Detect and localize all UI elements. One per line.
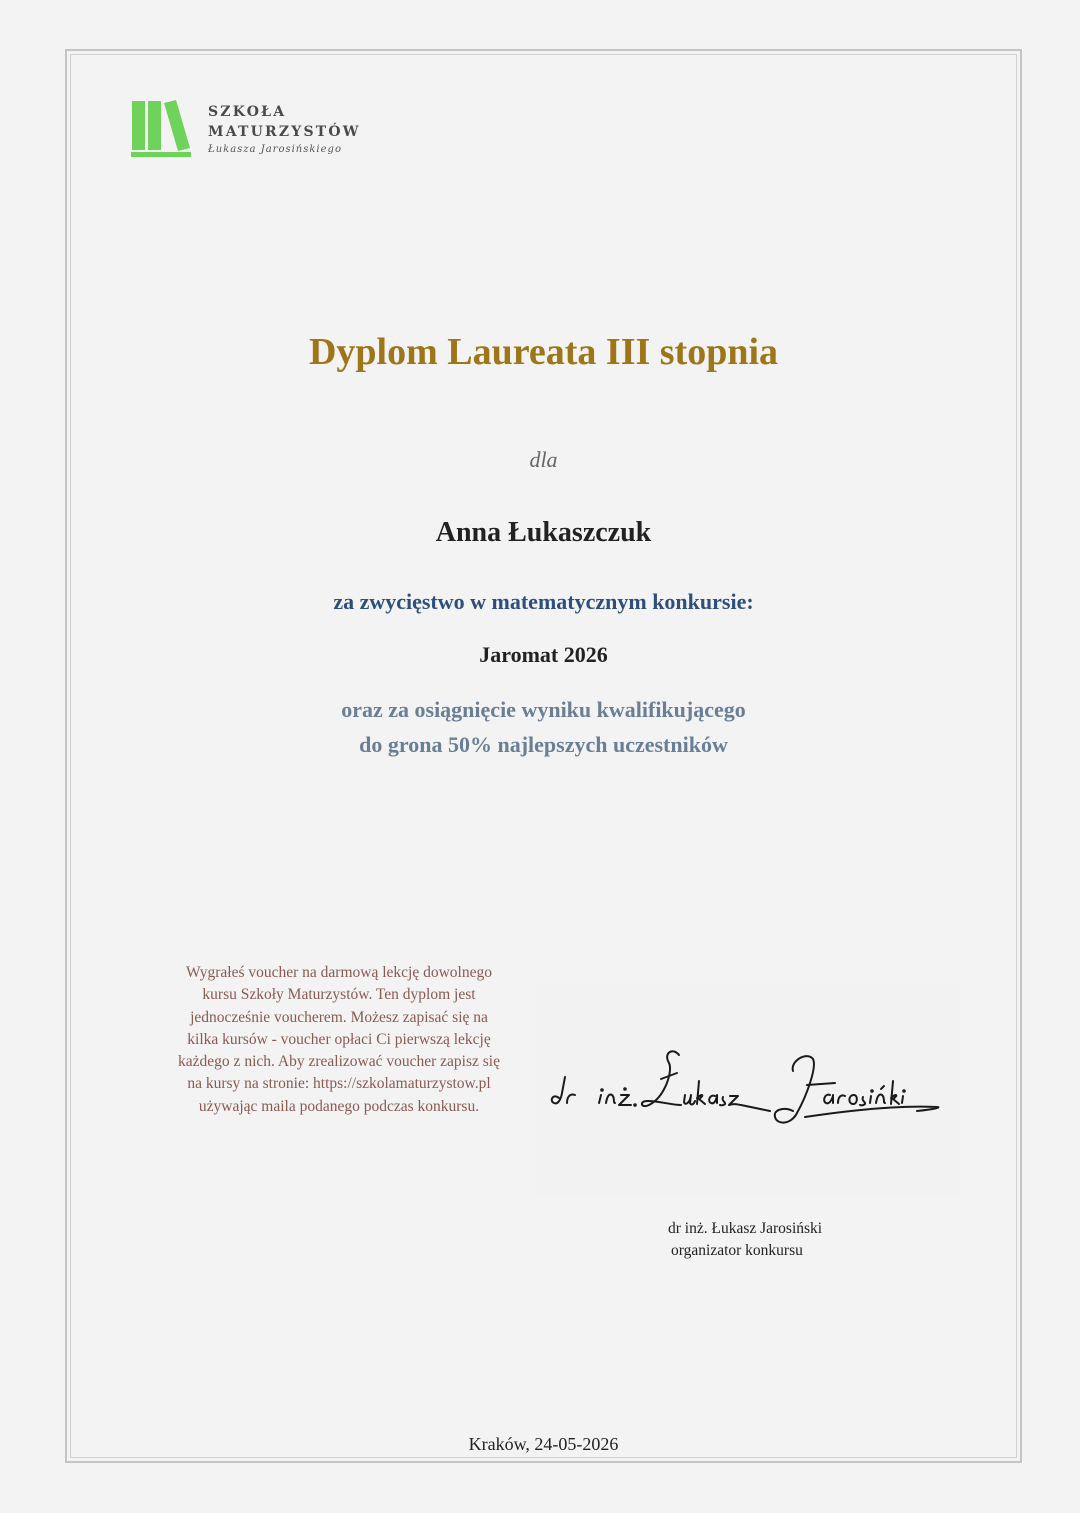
voucher-line: kursu Szkoły Maturzystów. Ten dyplom jest xyxy=(202,986,476,1004)
qualification-line-1: oraz za osiągnięcie wyniku kwalifikującego xyxy=(341,697,746,722)
qualification-text xyxy=(70,692,1017,762)
diploma-title: Dyplom Laureata III stopnia xyxy=(308,331,779,373)
logo-line-2: MATURZYSTÓW xyxy=(208,124,361,140)
voucher-line: każdego z nich. Aby zrealizować voucher zapisz się xyxy=(178,1053,500,1071)
handwritten-signature xyxy=(545,1035,955,1135)
books-logo-icon xyxy=(131,100,193,158)
recipient-name: Anna Łukaszczuk xyxy=(435,517,652,548)
voucher-line: na kursy na stronie: https://szkolamaturzystow.pl xyxy=(187,1075,491,1093)
signer-name: dr inż. Łukasz Jarosiński xyxy=(668,1220,823,1237)
award-reason: za zwycięstwo w matematycznym konkursie: xyxy=(333,589,754,614)
contest-name: Jaromat 2026 xyxy=(479,642,608,667)
logo-line-1: SZKOŁA xyxy=(208,104,287,120)
place-date: Kraków, 24-05-2026 xyxy=(468,1434,619,1454)
voucher-line: kilka kursów - voucher opłaci Ci pierwszą lekcję xyxy=(187,1030,491,1048)
qualification-line-2: do grona 50% najlepszych uczestników xyxy=(359,732,728,757)
logo-line-3: Łukasza Jarosińskiego xyxy=(208,144,342,155)
school-logo xyxy=(131,100,371,160)
voucher-line: używając maila podanego podczas konkursu. xyxy=(198,1097,480,1115)
voucher-note xyxy=(143,962,535,1118)
voucher-line: Wygrałeś voucher na darmową lekcję dowolnego xyxy=(186,964,492,981)
signer-role: organizator konkursu xyxy=(671,1242,803,1259)
for-label: dla xyxy=(529,447,558,472)
logo-text xyxy=(208,102,361,158)
voucher-line: jednocześnie voucherem. Możesz zapisać się na xyxy=(190,1008,488,1026)
